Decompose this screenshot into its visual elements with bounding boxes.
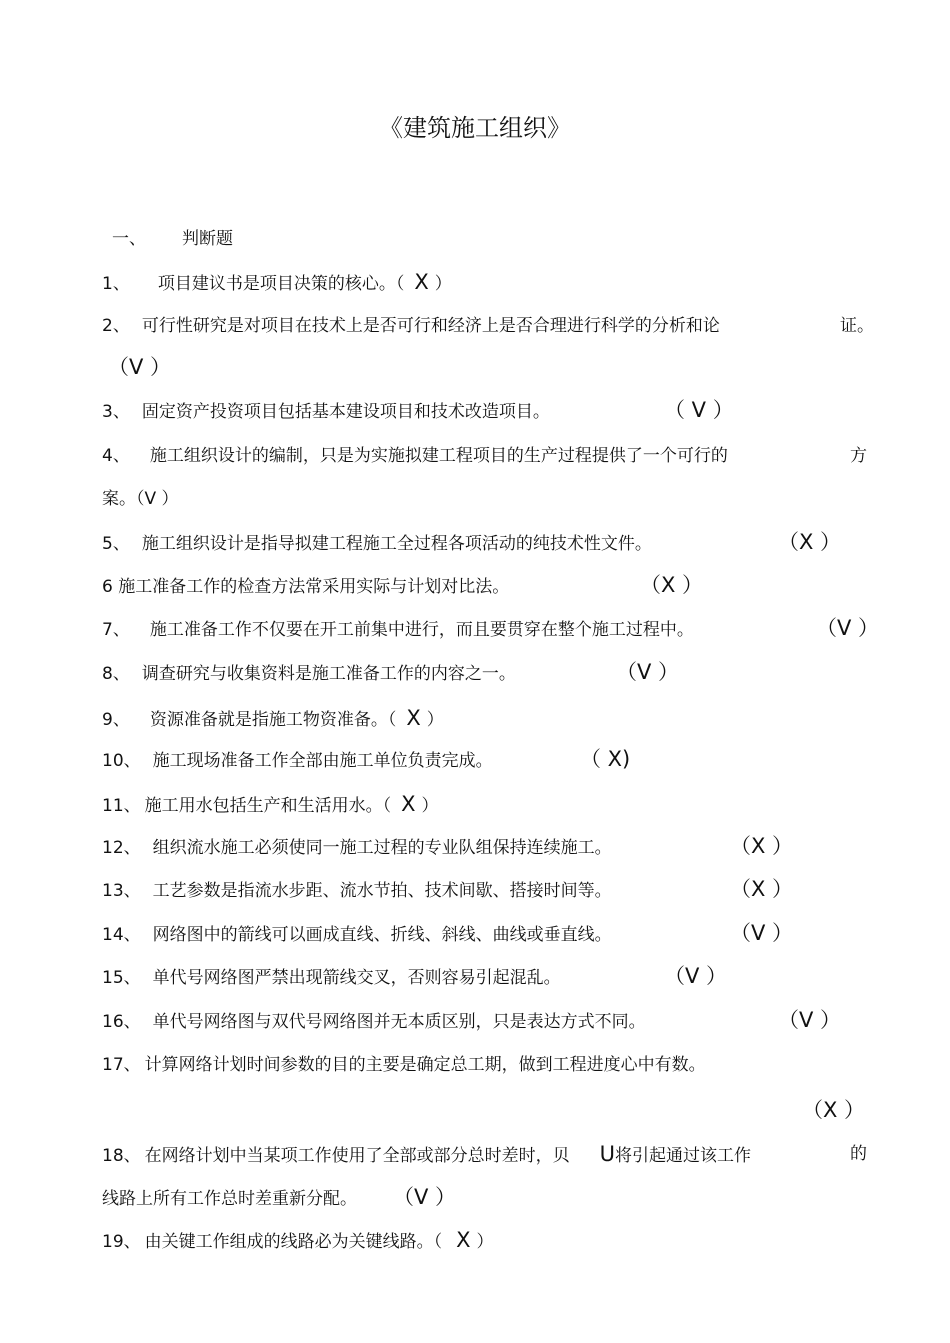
question-text: 项目建议书是项目决策的核心。（ <box>157 274 405 294</box>
question-text: 固定资产投资项目包括基本建设项目和技术改造项目。 <box>141 402 550 422</box>
question-number: 2、 <box>102 316 130 336</box>
question-number: 14、 <box>102 925 141 945</box>
question-13-answer: （X ） <box>730 877 794 901</box>
question-text: 工艺参数是指流水步距、流水节拍、技术间歇、搭接时间等。 <box>152 881 612 901</box>
question-18-continuation <box>102 1185 456 1211</box>
question-4 <box>102 444 728 468</box>
question-12 <box>102 836 612 860</box>
section-number: 一、 <box>112 229 146 249</box>
question-text: 线路上所有工作总时差重新分配。 <box>102 1189 357 1209</box>
question-2-tail: 证。 <box>840 316 874 336</box>
question-15 <box>102 966 561 990</box>
question-2-answer: （V ） <box>108 355 172 379</box>
answer-mark: （V ） <box>393 1185 457 1209</box>
question-number: 3、 <box>102 402 130 422</box>
question-number: 17、 <box>102 1055 141 1075</box>
question-number: 8、 <box>102 664 130 684</box>
question-text: 施工组织设计的编制，只是为实施拟建工程项目的生产过程提供了一个可行的 <box>149 446 728 466</box>
question-number: 4、 <box>102 446 130 466</box>
question-number: 11、 <box>102 796 141 816</box>
question-number: 16、 <box>102 1012 141 1032</box>
question-number: 7、 <box>102 620 130 640</box>
question-18-tail: 的 <box>850 1144 867 1164</box>
answer-mark: X <box>456 1228 471 1252</box>
section-heading <box>112 227 233 251</box>
question-text: 资源准备就是指施工物资准备。（ <box>149 710 397 730</box>
question-text: 6 施工准备工作的检查方法常采用实际与计划对比法。 <box>102 577 510 597</box>
question-5 <box>102 532 652 556</box>
question-8-answer: （V ） <box>616 660 680 684</box>
question-13 <box>102 879 612 903</box>
question-text: 单代号网络图与双代号网络图并无本质区别，只是表达方式不同。 <box>152 1012 646 1032</box>
question-text-u: U <box>599 1142 616 1166</box>
question-number: 18、 <box>102 1146 141 1166</box>
question-17 <box>102 1053 706 1077</box>
question-11: 11、 施工用水包括生产和生活用水。（ X ） <box>102 792 439 816</box>
question-text: 组织流水施工必须使同一施工过程的专业队组保持连续施工。 <box>152 838 612 858</box>
question-18 <box>102 1142 751 1168</box>
answer-mark: X <box>401 792 416 816</box>
question-3 <box>102 400 550 424</box>
question-text-2: 将引起通过该工作 <box>615 1146 752 1166</box>
answer-mark: X <box>406 706 421 730</box>
question-number: 9、 <box>102 710 130 730</box>
question-16 <box>102 1010 646 1034</box>
answer-mark: X <box>414 270 429 294</box>
question-10 <box>102 749 493 773</box>
question-2 <box>102 314 720 338</box>
question-text: 在网络计划中当某项工作使用了全部或部分总时差时，贝 <box>144 1146 570 1166</box>
question-text: 网络图中的箭线可以画成直线、折线、斜线、曲线或垂直线。 <box>152 925 612 945</box>
question-text: 计算网络计划时间参数的目的主要是确定总工期，做到工程进度心中有数。 <box>144 1055 706 1075</box>
document-title: 《建筑施工组织》 <box>379 114 571 142</box>
question-text: 调查研究与收集资料是施工准备工作的内容之一。 <box>141 664 516 684</box>
question-9: 9、 资源准备就是指施工物资准备。（ X ） <box>102 706 444 730</box>
question-number: 5、 <box>102 534 130 554</box>
question-15-answer: （V ） <box>664 964 728 988</box>
question-text: 由关键工作组成的线路必为关键线路。（ <box>144 1232 443 1252</box>
question-10-answer: （ X) <box>580 747 631 771</box>
section-label: 判断题 <box>182 229 233 249</box>
question-7-answer: （V ） <box>816 616 880 640</box>
question-1: 1、 项目建议书是项目决策的核心。（ X ） <box>102 270 452 294</box>
question-19: 19、 由关键工作组成的线路必为关键线路。（ X ） <box>102 1228 494 1252</box>
question-number: 12、 <box>102 838 141 858</box>
question-7 <box>102 618 694 642</box>
question-text: 施工准备工作不仅要在开工前集中进行，而且要贯穿在整个施工过程中。 <box>149 620 694 640</box>
question-12-answer: （X ） <box>730 834 794 858</box>
question-17-answer: （X ） <box>802 1098 866 1122</box>
question-16-answer: （V ） <box>778 1008 842 1032</box>
question-text: 可行性研究是对项目在技术上是否可行和经济上是否合理进行科学的分析和论 <box>141 316 720 336</box>
question-number: 1、 <box>102 274 130 294</box>
question-4-tail: 方 <box>850 446 867 466</box>
question-text: 单代号网络图严禁出现箭线交叉，否则容易引起混乱。 <box>152 968 561 988</box>
question-4-continuation: 案。（V ） <box>102 489 179 509</box>
question-6-answer: （X ） <box>640 573 704 597</box>
question-6 <box>102 575 509 599</box>
question-number: 13、 <box>102 881 141 901</box>
question-14-answer: （V ） <box>730 921 794 945</box>
question-number: 10、 <box>102 751 141 771</box>
question-text: 施工现场准备工作全部由施工单位负责完成。 <box>152 751 493 771</box>
question-3-answer: （ V ） <box>664 398 734 422</box>
question-text: 施工组织设计是指导拟建工程施工全过程各项活动的纯技术性文件。 <box>141 534 652 554</box>
question-8 <box>102 662 516 686</box>
question-number: 15、 <box>102 968 141 988</box>
question-number: 19、 <box>102 1232 141 1252</box>
question-text: 施工用水包括生产和生活用水。（ <box>144 796 392 816</box>
question-14 <box>102 923 612 947</box>
question-5-answer: （X ） <box>778 530 842 554</box>
